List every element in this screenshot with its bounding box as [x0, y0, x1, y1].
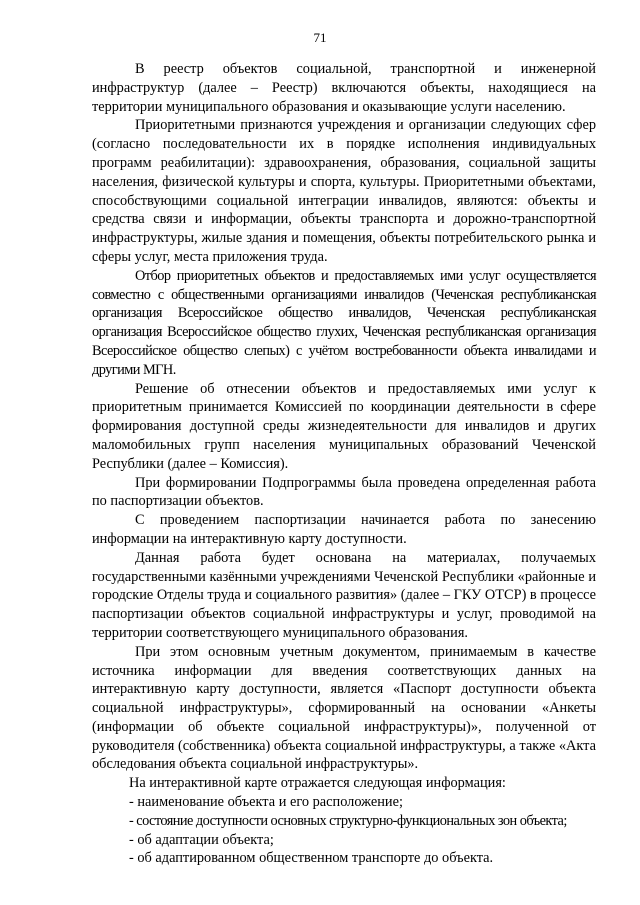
paragraph-materials: Данная работа будет основана на материалах, получаемых государственными казёнными учреждениями Чеченской Республики «районные и городские Отделы труда и социального развития» (далее – ГКУ ОТСР) в процессе паспортизации объектов социальной инфраструктуры и услуг, проводимой на территории соответствующего муниципального образования.: [92, 549, 596, 641]
document-body: [92, 60, 596, 868]
list-item: - об адаптированном общественном транспорте до объекта.: [129, 850, 494, 867]
paragraph-interactive-map: С проведением паспортизации начинается работа по занесению информации на интерактивную карту доступности.: [92, 512, 596, 547]
list-item: - об адаптации объекта;: [129, 831, 274, 848]
paragraph-accounting-document: При этом основным учетным документом, принимаемым в качестве источника информации для введения соответствующих данных на интерактивную карту доступности, является «Паспорт доступности объекта социальной инфраструктуры», сформированный на основании «Анкеты (информации об объекте социальной инфраструктуры)», полученной от руководителя (собственника) объекта социальной инфраструктуры, а также «Акта обследования объекта социальной инфраструктуры».: [92, 643, 596, 773]
paragraph-priority-objects: Приоритетными признаются учреждения и организации следующих сфер (согласно последовательности их в порядке исполнения индивидуальных программ реабилитации): здравоохранения, образования, социальной защиты населения, физической культуры и спорта, культуры. Приоритетными объектами, способствующими социальной интеграции инвалидов, являются: объекты и средства связи и информации, объекты транспорта и дорожно-транспортной инфраструктуры, жилые здания и помещения, объекты потребительского рынка и сферы услуг, места приложения труда.: [92, 117, 596, 265]
list-item: - наименование объекта и его расположение;: [129, 794, 403, 811]
paragraph-passportization: При формировании Подпрограммы была проведена определенная работа по паспортизации объектов.: [92, 474, 596, 510]
paragraph-selection: Отбор приоритетных объектов и предоставляемых ими услуг осуществляется совместно с общественными организациями инвалидов (Чеченская республиканская организация Всероссийское общество инвалидов, Чеченская республиканская организация Всероссийское общество глухих, Чеченская республиканская организация Всероссийское общество слепых) с учётом востребованности объекта инвалидами и другими МГН.: [92, 267, 596, 378]
info-list: [92, 793, 596, 868]
list-intro: На интерактивной карте отражается следующая информация:: [129, 775, 506, 792]
paragraph-registry: В реестр объектов социальной, транспортной и инженерной инфраструктур (далее – Реестр) включаются объекты, находящиеся на территории муниципального образования и оказывающие услуги населению.: [92, 61, 596, 115]
paragraph-decision: Решение об отнесении объектов и предоставляемых ими услуг к приоритетным принимается Комиссией по координации деятельности в сфере формирования доступной среды жизнедеятельности для инвалидов и других маломобильных групп населения муниципальных образований Чеченской Республики (далее – Комиссия).: [92, 380, 596, 472]
page-number: 71: [313, 30, 327, 45]
list-item: - состояние доступности основных структурно-функциональных зон объекта;: [129, 812, 567, 829]
